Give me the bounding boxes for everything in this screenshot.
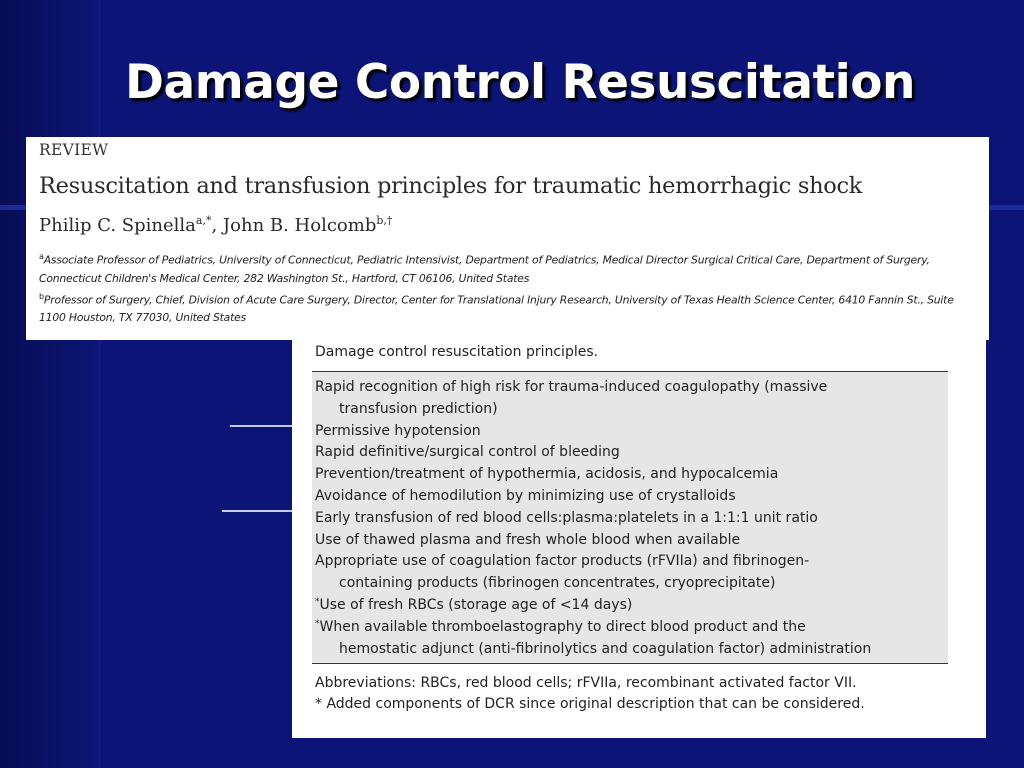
row-text: Appropriate use of coagulation factor products (rFVIIa) and fibrinogen- — [315, 553, 810, 570]
table-row — [315, 421, 948, 443]
table-row — [315, 530, 948, 552]
affiliation-line — [39, 309, 984, 327]
row-mark: * — [315, 618, 320, 629]
table-row — [315, 442, 948, 464]
table-body — [312, 371, 948, 664]
table-row-continuation — [315, 639, 948, 661]
article-affiliations — [39, 248, 984, 327]
decorative-line — [222, 510, 292, 512]
table-row — [315, 551, 948, 573]
table-row — [315, 377, 948, 399]
row-text: hemostatic adjunct (anti-fibrinolytics and coagulation factor) administration — [339, 640, 872, 657]
table-row-continuation — [315, 573, 948, 595]
affiliation-text: 1100 Houston, TX 77030, United States — [39, 311, 246, 325]
affiliation-line — [39, 270, 984, 288]
article-section-label: REVIEW — [39, 141, 109, 159]
background-left-panel — [0, 0, 100, 768]
author-name: Philip C. Spinella — [39, 215, 196, 236]
author-marks: a,* — [195, 214, 212, 227]
table-row — [315, 464, 948, 486]
decorative-line — [230, 425, 292, 427]
row-text: When available thromboelastography to direct blood product and the — [319, 618, 806, 635]
row-text: Avoidance of hemodilution by minimizing use of crystalloids — [315, 487, 736, 504]
affiliation-line — [39, 248, 984, 270]
article-title: Resuscitation and transfusion principles for traumatic hemorrhagic shock — [39, 173, 863, 199]
row-text: Prevention/treatment of hypothermia, acidosis, and hypocalcemia — [315, 466, 779, 483]
author-name: John B. Holcomb — [222, 215, 377, 236]
affiliation-text: Connecticut Children's Medical Center, 282 Washington St., Hartford, CT 06106, United States — [39, 271, 530, 285]
affiliation-mark: b — [39, 291, 44, 301]
table-footnote: Abbreviations: RBCs, red blood cells; rFVIIa, recombinant activated factor VII. — [315, 675, 857, 691]
principles-table-image — [292, 340, 986, 738]
row-text: Use of fresh RBCs (storage age of <14 days) — [319, 596, 633, 613]
article-header-image — [26, 137, 989, 340]
row-text: Early transfusion of red blood cells:plasma:platelets in a 1:1:1 unit ratio — [315, 509, 818, 526]
author-separator: , — [211, 215, 223, 236]
affiliation-text: Professor of Surgery, Chief, Division of Acute Care Surgery, Director, Center for Translational Injury Research, University of Texas Health Science Center, 6410 Fannin St., Suite — [43, 293, 954, 307]
table-row — [315, 595, 948, 617]
background-divider-vertical — [98, 0, 101, 768]
table-row — [315, 617, 948, 639]
row-text: Rapid definitive/surgical control of bleeding — [315, 444, 620, 461]
row-text: Permissive hypotension — [315, 422, 481, 439]
table-footnote: * Added components of DCR since original description that can be considered. — [315, 696, 865, 712]
table-row — [315, 486, 948, 508]
article-authors — [39, 214, 989, 236]
table-row-continuation — [315, 399, 948, 421]
row-text: transfusion prediction) — [339, 400, 498, 417]
row-text: containing products (fibrinogen concentrates, cryoprecipitate) — [339, 575, 776, 592]
author-marks: b,† — [376, 214, 393, 227]
slide-title: Damage Control Resuscitation — [125, 55, 915, 110]
row-mark: * — [315, 596, 320, 607]
row-text: Rapid recognition of high risk for trauma-induced coagulopathy (massive — [315, 379, 828, 395]
table-row — [315, 508, 948, 530]
table-caption: Damage control resuscitation principles. — [315, 344, 599, 360]
affiliation-mark: a — [39, 252, 44, 261]
row-text: Use of thawed plasma and fresh whole blood when available — [315, 531, 741, 548]
affiliation-text: Associate Professor of Pediatrics, University of Connecticut, Pediatric Intensivist, Department of Pediatrics, Medical Director Surgical Critical Care, Department of Surgery, — [43, 253, 930, 267]
affiliation-line — [39, 288, 984, 310]
table-footnotes — [315, 673, 865, 715]
